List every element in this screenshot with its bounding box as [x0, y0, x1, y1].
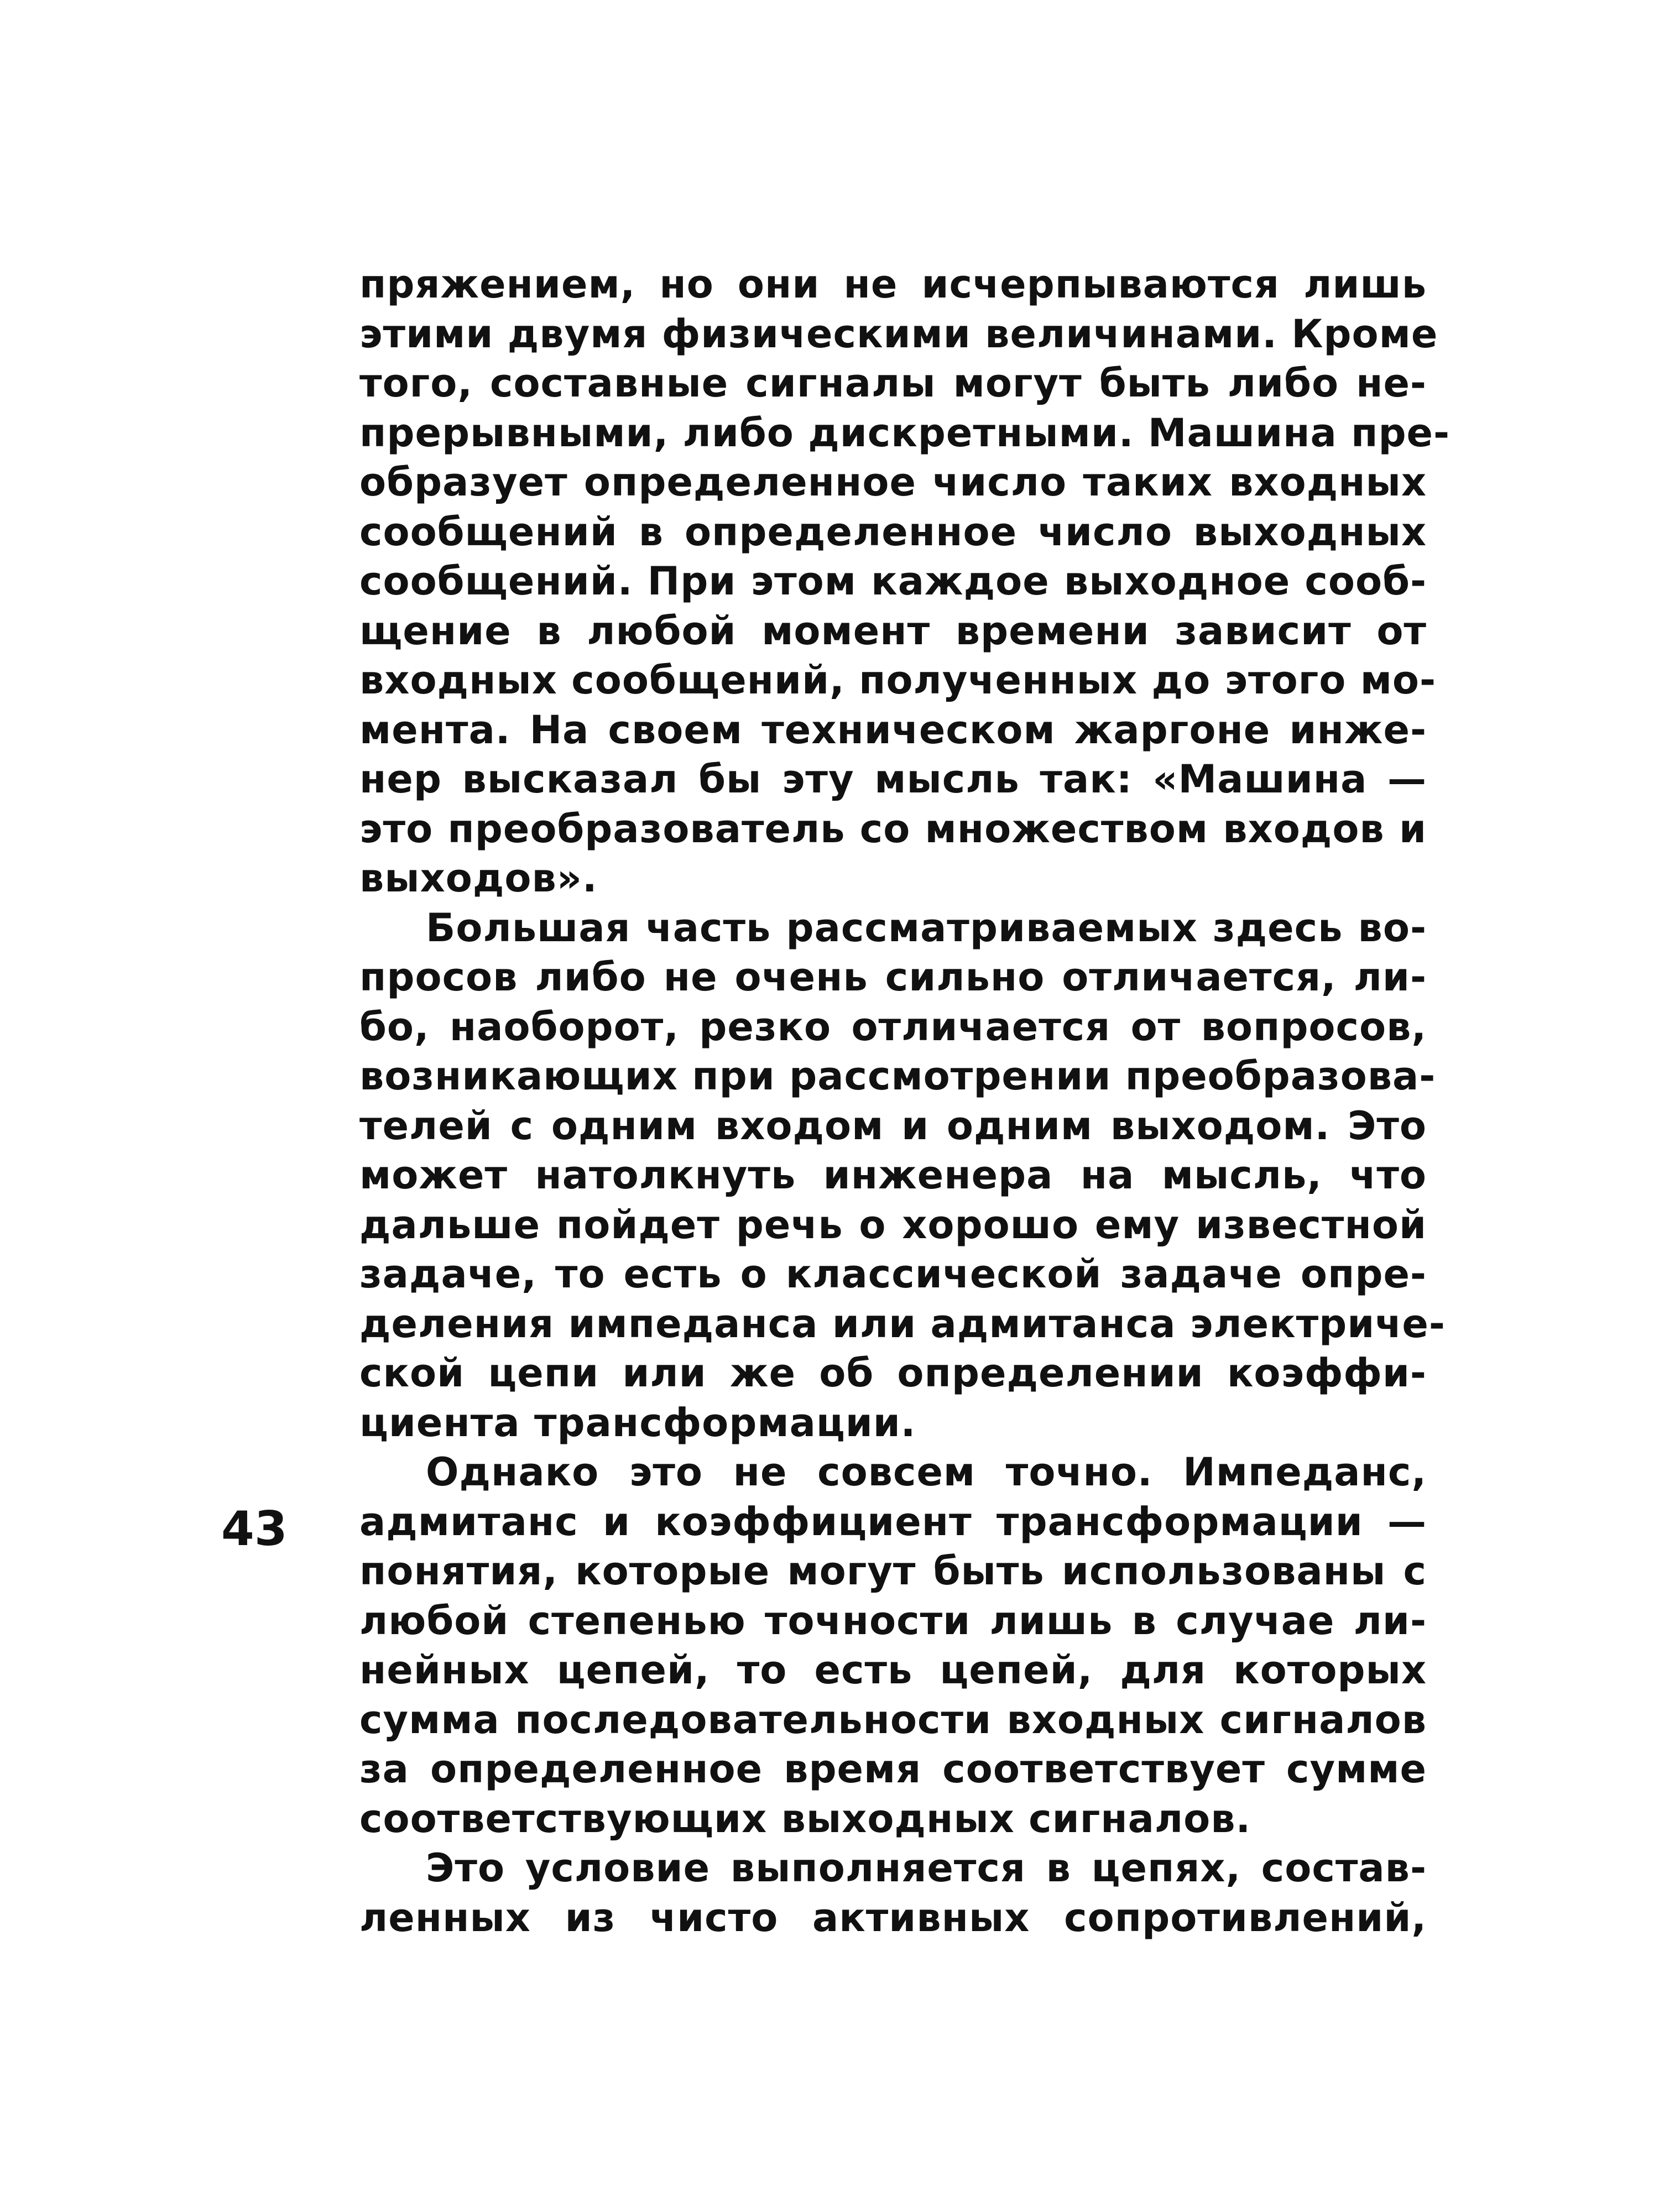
paragraph-start-line: Большая часть рассматриваемых здесь во-: [426, 905, 1427, 951]
text-line: щение в любой момент времени зависит от: [359, 608, 1427, 654]
text-line: любой степенью точности лишь в случае ли-: [359, 1598, 1427, 1644]
text-line: мента. На своем техническом жаргоне инже-: [359, 707, 1427, 753]
text-line: возникающих при рассмотрении преобразова-: [359, 1053, 1436, 1099]
text-line: адмитанс и коэффициент трансформации —: [359, 1499, 1427, 1545]
text-line: деления импеданса или адмитанса электриче-: [359, 1301, 1446, 1347]
paragraph-end-line: циента трансформации.: [359, 1400, 916, 1446]
text-line: пряжением, но они не исчерпываются лишь: [359, 262, 1427, 307]
text-line: нейных цепей, то есть цепей, для которых: [359, 1647, 1427, 1693]
text-line: понятия, которые могут быть использованы с: [359, 1548, 1427, 1594]
text-line: входных сообщений, полученных до этого мо-: [359, 658, 1437, 703]
text-line: сообщений. При этом каждое выходное сооб-: [359, 559, 1427, 604]
paragraph-start-line: Это условие выполняется в цепях, состав-: [426, 1845, 1427, 1891]
text-line: образует определенное число таких входных: [359, 460, 1427, 505]
text-line: это преобразователь со множеством входов и: [359, 806, 1427, 852]
text-line: дальше пойдет речь о хорошо ему известной: [359, 1202, 1427, 1248]
paragraph-end-line: выходов».: [359, 855, 598, 901]
text-line: задаче, то есть о классической задаче опре-: [359, 1251, 1427, 1297]
paragraph-start-line: Однако это не совсем точно. Импеданс,: [426, 1449, 1427, 1495]
text-line: этими двумя физическими величинами. Кроме: [359, 311, 1438, 357]
body-text: [359, 260, 1451, 1943]
text-line: сумма последовательности входных сигналов: [359, 1697, 1427, 1743]
text-line: телей с одним входом и одним выходом. Это: [359, 1103, 1427, 1149]
text-line: может натолкнуть инженера на мысль, что: [359, 1152, 1427, 1198]
paragraph-end-line: соответствующих выходных сигналов.: [359, 1796, 1251, 1841]
text-line: ленных из чисто активных сопротивлений,: [359, 1895, 1427, 1940]
text-line: нер высказал бы эту мысль так: «Машина —: [359, 757, 1427, 802]
page-number: 43: [221, 1501, 288, 1557]
text-line: просов либо не очень сильно отличается, ли-: [359, 954, 1427, 1000]
text-line: сообщений в определенное число выходных: [359, 509, 1427, 555]
text-line: бо, наоборот, резко отличается от вопросов,: [359, 1004, 1427, 1050]
text-line: за определенное время соответствует сумме: [359, 1746, 1427, 1792]
text-line: прерывными, либо дискретными. Машина пре-: [359, 410, 1451, 456]
text-line: того, составные сигналы могут быть либо не-: [359, 361, 1427, 406]
text-line: ской цепи или же об определении коэффи-: [359, 1350, 1427, 1396]
